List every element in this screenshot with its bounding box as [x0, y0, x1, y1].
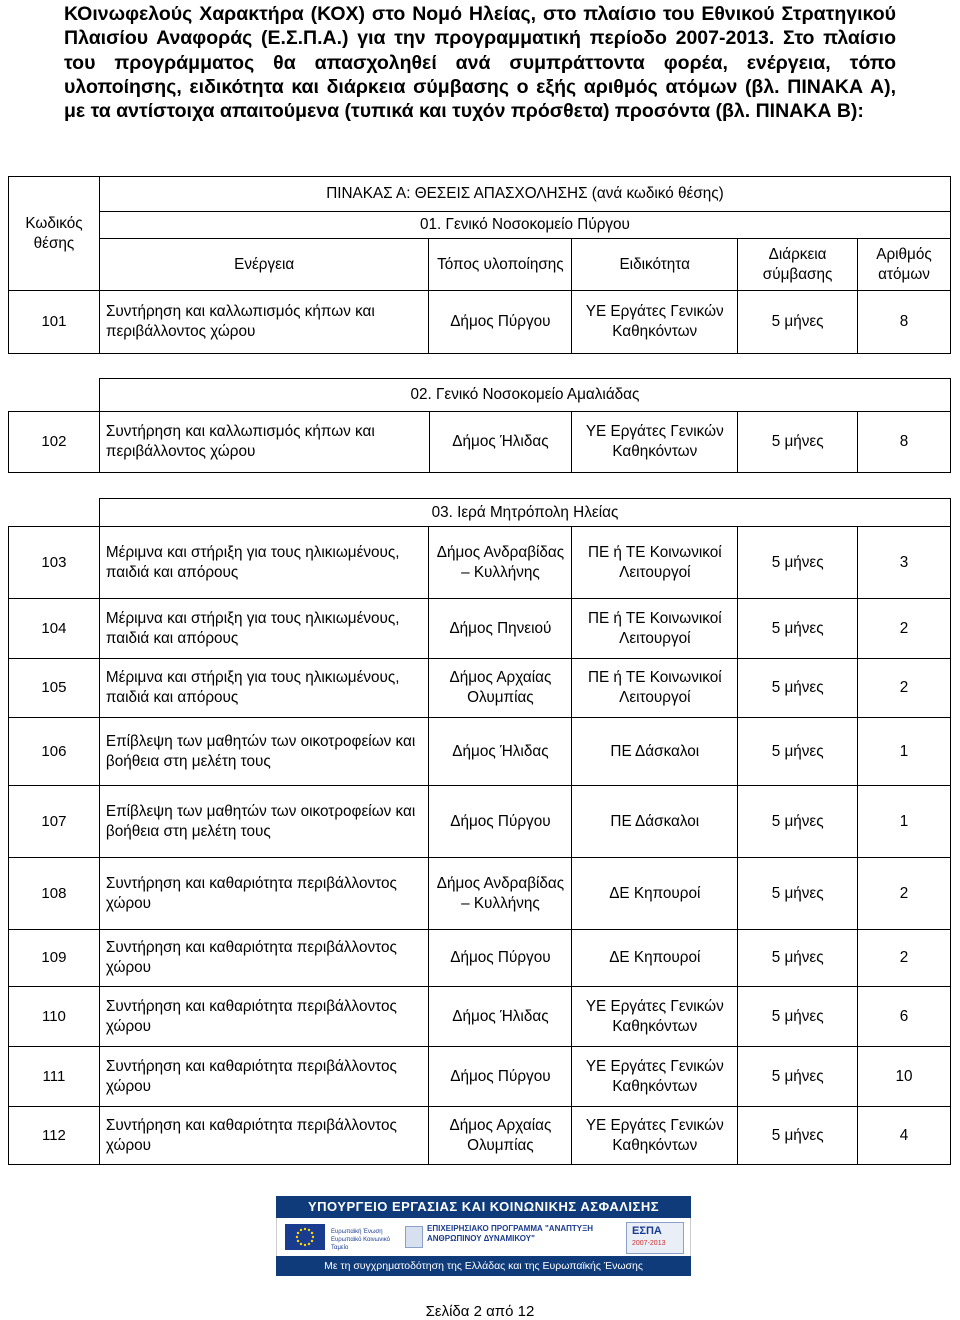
header-duration: Διάρκεια σύμβασης [738, 239, 858, 291]
table-row: 103 Μέριμνα και στήριξη για τους ηλικιωμένους, παιδιά και απόρους Δήμος Ανδραβίδας – Κυλλήνης ΠΕ ή ΤΕ Κοινωνικοί Λειτουργοί 5 μήνες 3 [9, 527, 951, 599]
table-row: 112 Συντήρηση και καθαριότητα περιβάλλοντος χώρου Δήμος Αρχαίας Ολυμπίας ΥΕ Εργάτες Γενικών Καθηκόντων 5 μήνες 4 [9, 1107, 951, 1165]
table-row: 111 Συντήρηση και καθαριότητα περιβάλλοντος χώρου Δήμος Πύργου ΥΕ Εργάτες Γενικών Καθηκόντων 5 μήνες 10 [9, 1047, 951, 1107]
program-name: ΕΠΙΧΕΙΡΗΣΙΑΚΟ ΠΡΟΓΡΑΜΜΑ "ΑΝΑΠΤΥΞΗ ΑΝΘΡΩΠΙΝΟΥ ΔΥΝΑΜΙΚΟΥ" [427, 1224, 594, 1243]
intro-paragraph: ΚΟινωφελούς Χαρακτήρα (ΚΟΧ) στο Νομό Ηλείας, στο πλαίσιο του Εθνικού Στρατηγικού Πλαισίου Αναφοράς (Ε.Σ.Π.Α.) για την προγραμματική περίοδο 2007-2013. Στο πλαίσιο του προγράμματος θα απασχοληθεί ανά συμπράττοντα φορέα, ενέργεια, τόπο υλοποίησης, ειδικότητα και διάρκεια σύμβασης ο εξής αριθμός ατόμων (βλ. ΠΙΝΑΚΑ Α), με τα αντίστοιχα απαιτούμενα (τυπικά και τυχόν πρόσθετα) προσόντα (βλ. ΠΙΝΑΚΑ Β): [64, 3, 896, 123]
header-count: Αριθμός ατόμων [858, 239, 951, 291]
logos-strip [276, 1218, 691, 1256]
section-title: 02. Γενικό Νοσοκομείο Αμαλιάδας [99, 379, 950, 412]
header-action: Ενέργεια [99, 239, 429, 291]
table-row: 107 Επίβλεψη των μαθητών των οικοτροφείων και βοήθεια στη μελέτη τους Δήμος Πύργου ΠΕ Δάσκαλοι 5 μήνες 1 [9, 786, 951, 858]
espa-logo: ΕΣΠΑ 2007-2013 [626, 1222, 684, 1254]
table-row: 106 Επίβλεψη των μαθητών των οικοτροφείων και βοήθεια στη μελέτη τους Δήμος Ήλιδας ΠΕ Δάσκαλοι 5 μήνες 1 [9, 718, 951, 786]
table-row: 101 Συντήρηση και καλλωπισμός κήπων και περιβάλλοντος χώρου Δήμος Πύργου ΥΕ Εργάτες Γενικών Καθηκόντων 5 μήνες 8 [9, 291, 951, 354]
funding-banner [276, 1196, 691, 1280]
table-row: 104 Μέριμνα και στήριξη για τους ηλικιωμένους, παιδιά και απόρους Δήμος Πηνειού ΠΕ ή ΤΕ Κοινωνικοί Λειτουργοί 5 μήνες 2 [9, 599, 951, 659]
section-title: 03. Ιερά Μητρόπολη Ηλείας [99, 499, 950, 527]
table-row: 105 Μέριμνα και στήριξη για τους ηλικιωμένους, παιδιά και απόρους Δήμος Αρχαίας Ολυμπίας ΠΕ ή ΤΕ Κοινωνικοί Λειτουργοί 5 μήνες 2 [9, 659, 951, 718]
header-specialty: Ειδικότητα [572, 239, 738, 291]
section-title: 01. Γενικό Νοσοκομείο Πύργου [99, 212, 950, 239]
table-row: 109 Συντήρηση και καθαριότητα περιβάλλοντος χώρου Δήμος Πύργου ΔΕ Κηπουροί 5 μήνες 2 [9, 930, 951, 987]
header-place: Τόπος υλοποίησης [429, 239, 572, 291]
page-number: Σελίδα 2 από 12 [425, 1303, 535, 1320]
program-icon [405, 1226, 423, 1248]
table-title: ΠΙΝΑΚΑΣ Α: ΘΕΣΕΙΣ ΑΠΑΣΧΟΛΗΣΗΣ (ανά κωδικό θέσης) [99, 177, 950, 212]
table-row: 108 Συντήρηση και καθαριότητα περιβάλλοντος χώρου Δήμος Ανδραβίδας – Κυλλήνης ΔΕ Κηπουροί 5 μήνες 2 [9, 858, 951, 930]
table-section-01 [8, 176, 951, 354]
table-row: 102 Συντήρηση και καλλωπισμός κήπων και περιβάλλοντος χώρου Δήμος Ήλιδας ΥΕ Εργάτες Γενικών Καθηκόντων 5 μήνες 8 [9, 412, 951, 473]
eu-flag-icon [285, 1224, 325, 1250]
cofinance-note: Με τη συγχρηματοδότηση της Ελλάδας και της Ευρωπαϊκής Ένωσης [276, 1256, 691, 1276]
eu-caption: Ευρωπαϊκή Ένωση Ευρωπαϊκό Κοινωνικό Ταμείο [331, 1229, 390, 1251]
header-code: Κωδικός θέσης [9, 177, 100, 291]
table-row: 110 Συντήρηση και καθαριότητα περιβάλλοντος χώρου Δήμος Ήλιδας ΥΕ Εργάτες Γενικών Καθηκόντων 5 μήνες 6 [9, 987, 951, 1047]
table-section-03 [8, 498, 951, 1165]
ministry-title: ΥΠΟΥΡΓΕΙΟ ΕΡΓΑΣΙΑΣ ΚΑΙ ΚΟΙΝΩΝΙΚΗΣ ΑΣΦΑΛΙΣΗΣ [276, 1196, 691, 1218]
table-section-02 [8, 378, 951, 473]
